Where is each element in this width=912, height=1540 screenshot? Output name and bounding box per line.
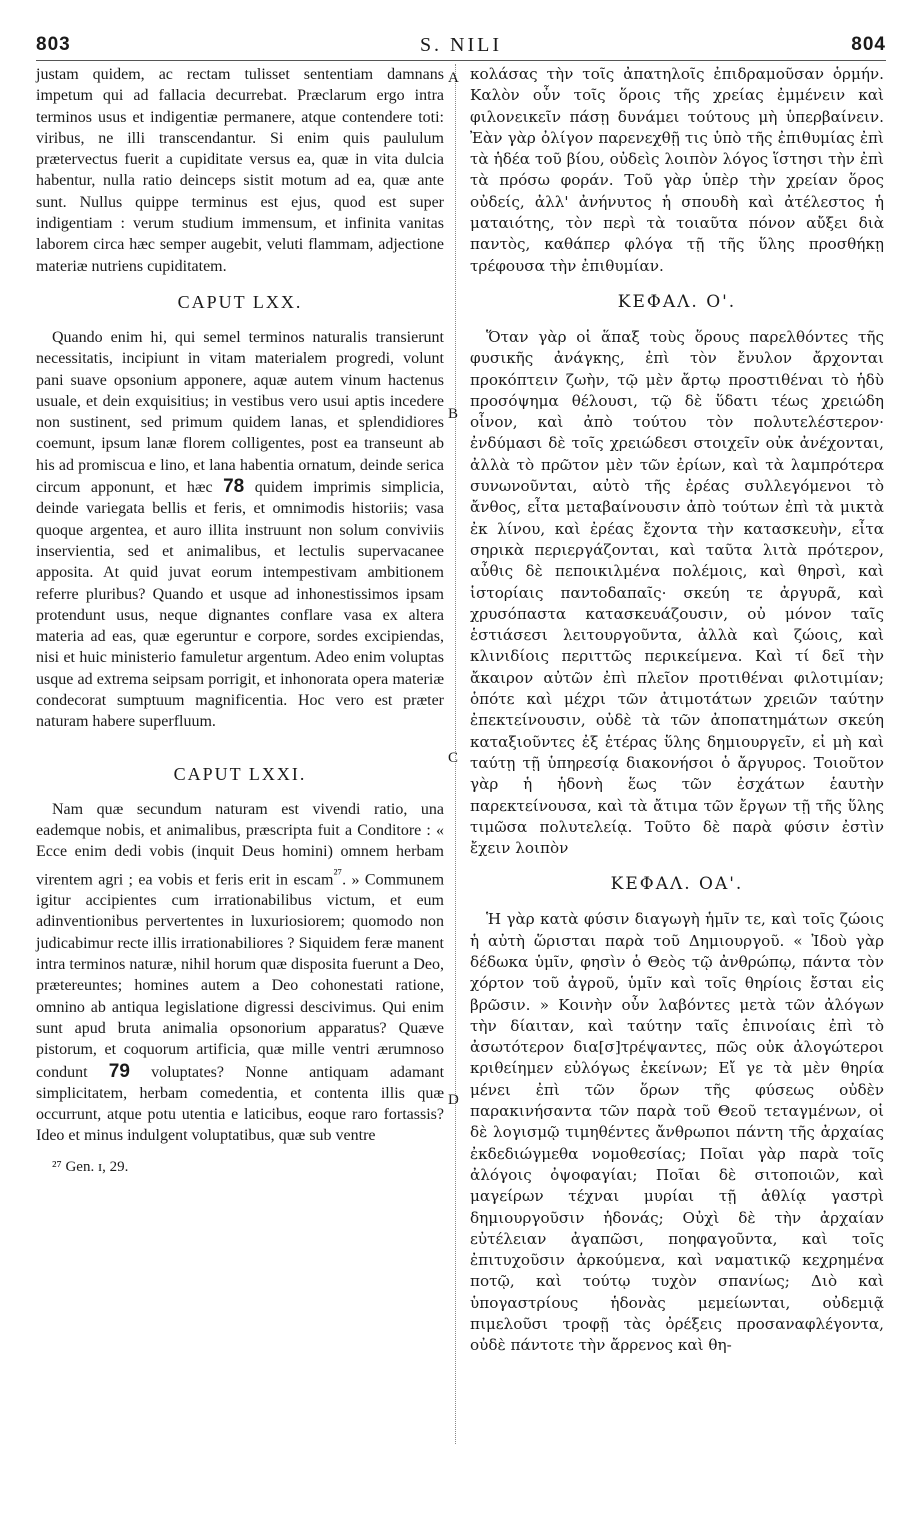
latin-paragraph-2 [36, 327, 444, 733]
greek-column [470, 64, 884, 1357]
page-number-left: 803 [36, 34, 71, 55]
margin-letter-a: A [448, 70, 459, 86]
greek-paragraph-1: κολάσας τὴν τοῖς ἀπατηλοῖς ἐπιδραμοῦσαν ὁρμήν. Καλὸν οὖν τοῖς ὅροις τῆς χρείας ἐμμένειν καὶ φιλονεικεῖν πάσῃ δυνάμει τούτους μὴ ὑπερβαίνειν. Ἐὰν γὰρ ὀλίγον παρενεχθῇ τις ὑπὸ τῆς ἐπιθυμίας ἐπὶ τὰ ἡδέα τοῦ βίου, οὐδεὶς λοιπὸν λόγος ἵστησι τὴν ἐπὶ τὰ πρόσω φοράν. Τοῦ γὰρ ὑπὲρ τὴν χρείαν ὅρος οὐδείς, ἀλλ' ἀνήνυτος ἡ σπουδὴ καὶ ἀτέλεστος ἡ ματαιότης, τὸν περὶ τὰ τοιαῦτα πόνον αὔξει διὰ παντὸς, καθάπερ φλόγα τῇ τῆς ὕλης προσθήκῃ τρέφουσα τὴν ἐπιθυμίαν. [470, 65, 884, 275]
running-title: S. NILI [419, 34, 503, 56]
latin-paragraph-2a: Quando enim hi, qui semel terminos naturalis transierunt necessitatis, incipiunt in vitam materialem progredi, volunt pani suave opsonium apponere, aquæ autem vinum hactenus usuale, et dein exquisitius; in vestibus vero usui aptis incedere non sustinent, sed primum quidem lanas, et splendidiores coemunt, ipsum lanæ florem colligentes, post ea transeunt ab his ad promiscua e lino, et lana habentia ornatum, deinde serica circum apponunt, et hæc [36, 328, 444, 497]
latin-paragraph-3 [36, 799, 444, 1147]
greek-paragraph-2: Ὅταν γὰρ οἱ ἅπαξ τοὺς ὅρους παρελθόντες τῆς φυσικῆς ἀνάγκης, ἐπὶ τὸν ἔνυλον ἄρχονται προκόπτειν ζωὴν, τῷ μὲν ἄρτῳ προστιθέναι τὸ ἡδὺ προσόψημα θέλουσι, τῷ δὲ ὕδατι τέως χρειώδη οἶνον, καὶ ἀπὸ τούτου τὸν πολυτελέστερον· ἐνδύμασι δὲ τοῖς χρειώδεσι στοιχεῖν οὐκ ἀνέχονται, ἀλλὰ τὸ πρῶτον μὲν τῶν ἐρίων, καὶ τὰ λαμπρότερα συνωνοῦνται, αὐτὸ τῆς ἐρέας συλλεγόμενοι τὸ ἄνθος, εἶτα μεταβαίνουσιν ἀπὸ τούτων ἐπὶ τὰ μικτὰ ἐκ λίνου, καὶ ἐρέας ἔχοντα τὴν κατασκευὴν, εἶτα σηρικὰ περιεργάζονται, καὶ ταῦτα λιτὰ πρότερον, αὖθις δὲ πεποικιλμένα πολέμοις, καὶ θηρσὶ, καὶ ἱστορίαις παντοδαπαῖς· σκεύη τε ἀργυρᾶ, καὶ χρυσόπαστα κατασκευάζουσιν, οὐ μόνον ταῖς ἑστιάσεσι λειτουργοῦντα, ἀλλὰ καὶ ζώοις, καὶ κλινιδίοις περιττῶς περικείμενα. Καὶ τί δεῖ τὴν ἄκαιρον αὐτῶν ἐπὶ πλεῖον προτιθέναι φιλοτιμίαν; ὁπότε καὶ μέχρι τῶν ἀτιμοτάτων χρειῶν ταύτην ἐπεκτείνουσιν, οὐδὲ τὰ τῶν ἀποπατημάτων σκεύη καταξιοῦντες ἐξ ἑτέρας ὕλης δημιουργεῖν, εἰ μὴ καὶ ταύτῃ τῇ ὑπηρεσίᾳ διακονήσοι ὁ ἄργυρος. Τοιοῦτον γὰρ ἡ ἡδονὴ ἕως τῶν ἐσχάτων ἑαυτὴν παρεκτείνουσα, καὶ τὰ ἄτιμα τῶν ἔργων τῇ τῆς ὕλης τιμῶσα πολυτελείᾳ. Τοῦτο δὲ παρὰ φύσιν ἐστὶν ἔχειν λοιπὸν [470, 327, 884, 858]
footnote: ²⁷ Gen. ɪ, 29. [52, 1158, 129, 1175]
latin-chapter-heading-71: CAPUT LXXI. [173, 763, 307, 784]
latin-paragraph-1: justam quidem, ac rectam tulisset sententiam damnans impetum qui ad fallacia decurrebat. Præclarum ergo intra terminos usus et indigentiæ permanere, atque contendere toti: viribus, ne illi transcendantur. Si enim quis paululum prætervectus fuerit a cupiditate versus ea, quæ in vita dulcia habentur, nulla ratio deinceps sistit motum ad ea, quæ ante sunt. Nullus quippe terminus est ejus, quod est super indigentiam : verum studium immensum, et infinita vanitas laborem circa hæc semper augebit, veluti flammam, adjectione materiæ nutriens cupiditatem. [36, 66, 444, 275]
page-number-right: 804 [851, 34, 886, 55]
header-rule [36, 60, 886, 61]
column-marker-79: 79 [108, 1060, 130, 1082]
greek-paragraph-3: Ἡ γὰρ κατὰ φύσιν διαγωγὴ ἡμῖν τε, καὶ τοῖς ζώοις ἡ αὐτὴ ὥρισται παρὰ τοῦ Δημιουργοῦ. « Ἰδοὺ γὰρ δέδωκα ὑμῖν, φησὶν ὁ Θεὸς τῷ ἀνθρώπῳ, πάντα τὸν χόρτον τοῦ ἀγροῦ, ὑμῖν καὶ τοῖς θηρίοις ἔσται εἰς βρῶσιν. » Κοινὴν οὖν λαβόντες μετὰ τῶν ἀλόγων τὴν δίαιταν, καὶ ταύτην ταῖς ἐπινοίαις ἐπὶ τὸ ἀσωτότερον δια[σ]τρέψαντες, πῶς οὐκ ἀλογώτεροι κριθείημεν εὐλόγως ἐκείνων; Εἴ γε τὰ μὲν θηρία μένει ἐπὶ τῶν ὅρων τῆς φύσεως οὐδὲν παρακινήσαντα τῶν παρὰ τοῦ Θεοῦ τεταγμένων, οἱ δὲ λογισμῷ τιμηθέντες ἄνθρωποι πάντη τῆς ἀρχαίας ἐκδεδιώγμεθα νομοθεσίας; Ποῖαι γὰρ παρὰ τοῖς ἀλόγοις ὀψοφαγίαι; Ποῖαι δὲ σιτοποιῶν, καὶ μαγείρων τέχναι μυρίαι τῇ ἀθλίᾳ γαστρὶ δημιουργοῦσιν ἡδονάς; Οὐχὶ δὲ τὴν ἀρχαίαν εὐτέλειαν ἀγαπῶσι, ποηφαγοῦντα, καὶ τοῖς ἐπιτυχοῦσιν ἀρκούμενα, καὶ ναματικῷ κεχρημένα ποτῷ, καὶ τούτῳ τυχὸν σπανίως; Διὸ καὶ ὑπογαστρίους ἡδονὰς μεμείωνται, οὐδεμιᾷ πιμελοῦσι τροφῇ τὰς ὀρέξεις προσαναφλέγοντα, οὐδὲ πάντοτε τὴν ἄρρενος καὶ θη- [470, 910, 884, 1355]
column-marker-78: 78 [223, 476, 245, 498]
greek-chapter-heading-71: ΚΕΦΑΛ. ΟΑ'. [610, 874, 744, 895]
latin-chapter-heading-70: CAPUT LXX. [177, 291, 303, 312]
footnote-reference: ²⁷ [333, 865, 343, 881]
running-header [36, 34, 886, 60]
latin-paragraph-3c: voluptates? Nonne antiquam adamant simplicitatem, herbam comedentia, et contenta illis quæ occurrunt, atque potu utentia e laticibus, eoque raro fortassis? Ideo et minus indulgent voluptatibus, quæ sub ventre [36, 1063, 445, 1145]
greek-chapter-heading-70: ΚΕΦΑΛ. Ο'. [617, 291, 737, 312]
latin-paragraph-3a: Nam quæ secundum naturam est vivendi ratio, una eademque nobis, et animalibus, præscripta fuit a Conditore : « Ecce enim dedi vobis (inquit Deus homini) omnem herbam virentem agri ; ea vobis et feris erit in escam [36, 800, 444, 888]
margin-letter-c: C [448, 750, 459, 766]
margin-letter-d: D [448, 1092, 459, 1108]
latin-paragraph-2b: quidem imprimis simplicia, deinde variegata bellis et feris, et omnimodis historiis; vasa quoque argentea, et auro illita instruunt non solum conviviis inservientia, sed et animalibus, et lectulis supervacanee apposita. At quid juvat eorum intempestivam ambitionem referre pluribus? Quando et usque ad inhonestissimos ipsam protendunt usus, neque dignantes conflare vasa ex altera materia ad eas, quæ egeruntur e corpore, sordes excipiendas, nisi et huic ministerio famuletur argentum. Adeo enim voluptas usque ad extrema seipsam porrigit, et inhonorata opera materiæ condecorat sumptuum magnificentia. Hoc vero est præter naturam habere superfluum. [36, 479, 445, 731]
margin-letter-b: B [448, 406, 459, 422]
latin-column [36, 64, 444, 1178]
latin-paragraph-3b: . » Communem igitur accipientes cum irrationabilibus victum, et eum adinventionibus pervertentes in luxuriosiorem; quomodo non judicabimur recte illis irrationabiliores ? Siquidem feræ manent intra terminos naturæ, nihil horum quæ disposita fuerunt a Deo, prætereuntes; homines autem a Deo cohonestati ratione, omnino ab antiqua legislatione digressi descivimus. Qui enim sunt apud bruta animalia opsonorium apparatus? Quæve pistorum, et coquorum artificia, quæ mille ventri ærumnoso condunt [36, 870, 445, 1081]
